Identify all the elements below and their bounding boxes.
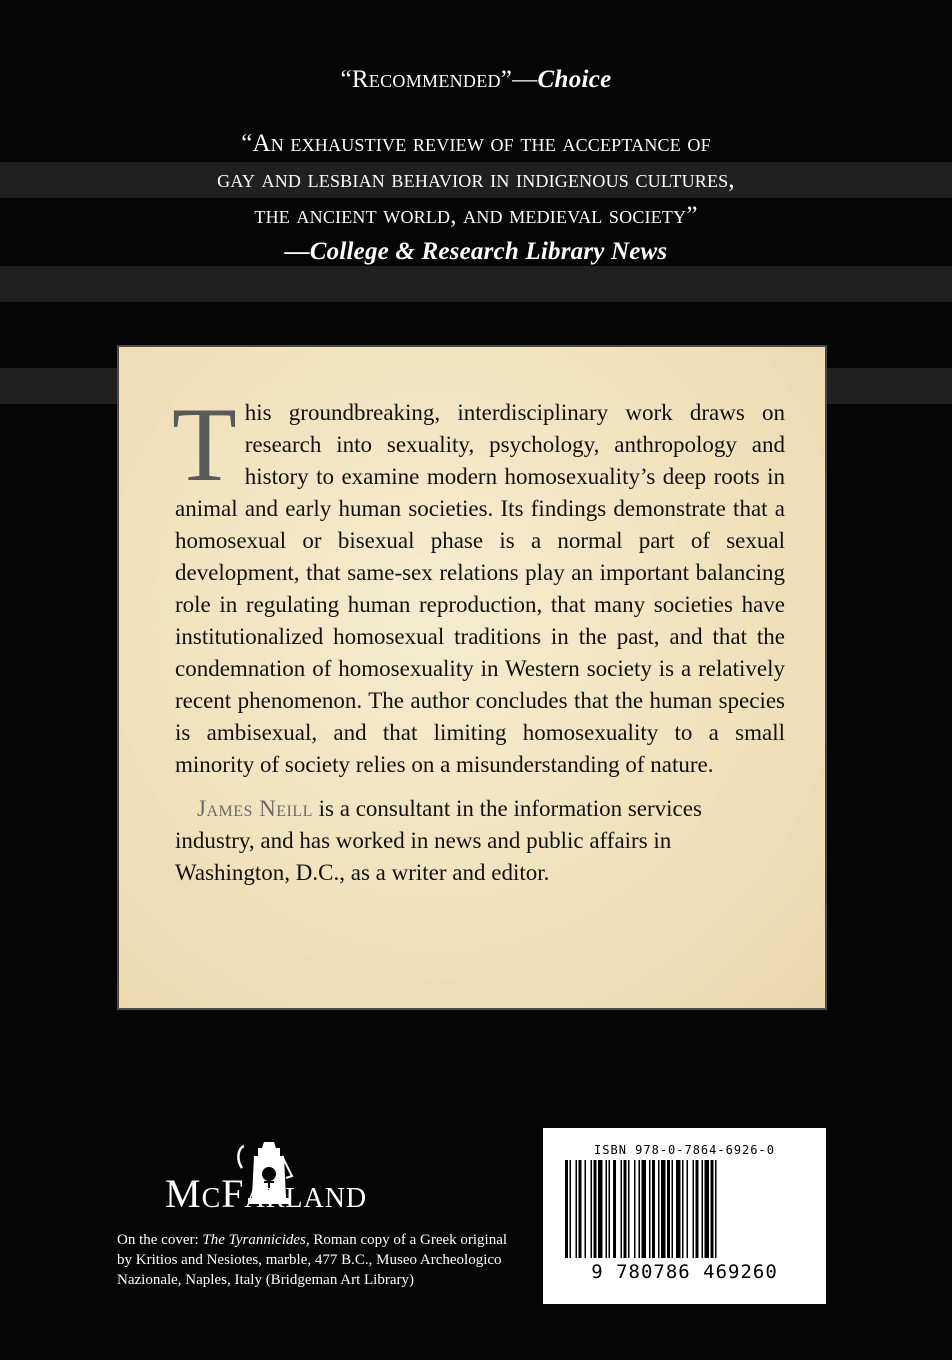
barcode-bar: [649, 1160, 651, 1258]
barcode-bar: [667, 1160, 670, 1258]
quote-line-3: the ancient world, and medieval society”: [254, 202, 698, 229]
barcode-bar: [711, 1160, 714, 1258]
barcode-bar: [585, 1160, 587, 1258]
barcode-bar: [634, 1160, 636, 1258]
barcode-bar: [715, 1160, 717, 1258]
description-body: his groundbreaking, interdisciplinary work draws on research into sexuality, psychology, anthropology and history to examine modern homosexuality’s deep roots in animal and early human societies. Its findings demonstrate that a homosexual or bisexual phase is a normal part of sexual development, that same-sex relations play an important balancing role in regulating human reproduction, that many societies have institutionalized homosexual traditions in the past, and that the condemnation of homosexuality in Western society is a relatively recent phenomenon. The author concludes that the human species is ambisexual, and that limiting homosexuality to a small minority of society relies on a misunderstanding of nature.: [175, 400, 785, 777]
barcode-bar: [693, 1160, 695, 1258]
barcode-bar: [570, 1160, 572, 1258]
quote-attribution: —College & Research Library News: [284, 238, 668, 265]
barcode-bar: [642, 1160, 647, 1258]
description-text: [172, 386, 785, 889]
barcode-bar: [613, 1160, 616, 1258]
barcode-bar: [687, 1160, 689, 1258]
barcode-bar: [705, 1160, 710, 1258]
publisher-name: McFarland: [165, 1171, 368, 1216]
barcode-bar: [696, 1160, 699, 1258]
barcode-bar: [565, 1160, 568, 1258]
ean-digits: 9 780786 469260: [591, 1261, 778, 1283]
decorative-band-mid: [0, 266, 952, 302]
barcode-bar: [702, 1160, 704, 1258]
quote-line-1: “An exhaustive review of the acceptance of: [241, 130, 711, 157]
review-quote-crln: [0, 126, 952, 270]
author-bio: [175, 793, 785, 889]
quote-source: Choice: [537, 66, 612, 93]
author-name: James Neill: [197, 796, 313, 821]
barcode-bar: [621, 1160, 623, 1258]
barcode-bar: [628, 1160, 630, 1258]
cover-credit-prefix: On the cover:: [117, 1232, 203, 1248]
cover-credit-title: The Tyrannicides,: [202, 1232, 310, 1248]
barcode-bar: [598, 1160, 603, 1258]
barcode-bar: [682, 1160, 684, 1258]
quote-line-2: gay and lesbian behavior in indigenous cultures,: [217, 166, 735, 193]
barcode-bar: [661, 1160, 666, 1258]
barcode-bar: [594, 1160, 597, 1258]
barcode-bar: [591, 1160, 593, 1258]
barcode-bar: [624, 1160, 627, 1258]
cover-credit: [117, 1230, 517, 1290]
quote-text: “Recommended”—: [340, 66, 538, 93]
barcode-bar: [609, 1160, 611, 1258]
review-quote-choice: [0, 66, 952, 94]
barcode-bar: [639, 1160, 641, 1258]
barcode-bar: [606, 1160, 608, 1258]
barcode-bar: [672, 1160, 674, 1258]
barcode-bars: [565, 1160, 805, 1258]
barcode-bar: [579, 1160, 582, 1258]
isbn-label: ISBN 978-0-7864-6926-0: [594, 1143, 775, 1157]
cover-credit-rest: Roman copy of a Greek original by Kritios and Nesiotes, marble, 477 B.C., Museo Archeologico Nazionale, Naples, Italy (Bridgeman Art Library): [117, 1232, 508, 1288]
isbn-barcode: [543, 1128, 826, 1304]
barcode-bar: [576, 1160, 578, 1258]
author-bio-text: is a consultant in the information services industry, and has worked in news and public affairs in Washington, D.C., as a writer and editor.: [175, 796, 702, 885]
barcode-bar: [658, 1160, 660, 1258]
drop-cap: T: [172, 386, 237, 503]
barcode-bar: [652, 1160, 655, 1258]
barcode-bar: [676, 1160, 681, 1258]
description-panel: [117, 345, 827, 1010]
